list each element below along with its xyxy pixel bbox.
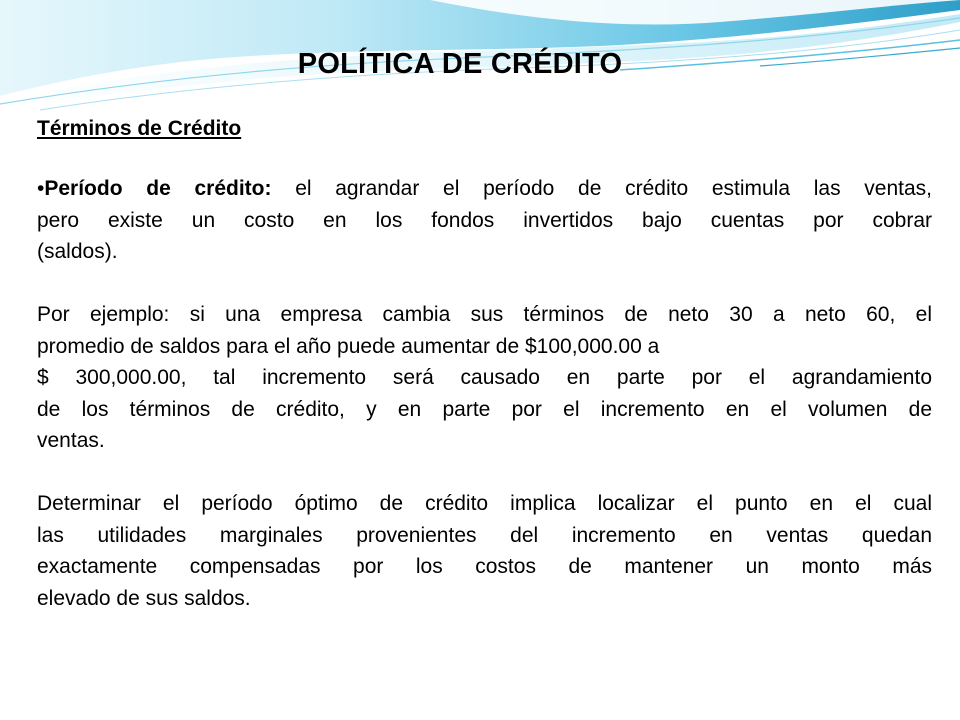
paragraph-line: (saldos). [37, 240, 118, 263]
paragraph-line: $ 300,000.00, tal incremento será causado en parte por el agrandamiento [37, 366, 932, 389]
paragraph-line [37, 173, 932, 205]
slide-title: POLÍTICA DE CRÉDITO [297, 48, 623, 80]
line-text: el agrandar el período de crédito estimula las ventas, [271, 177, 933, 200]
slide-body [37, 173, 932, 614]
paragraph-line: pero existe un costo en los fondos invertidos bajo cuentas por cobrar [37, 208, 932, 232]
paragraph-line: elevado de sus saldos. [37, 586, 251, 610]
paragraph-line: exactamente compensadas por los costos de mantener un monto más [37, 555, 932, 578]
bullet: • [37, 177, 45, 200]
paragraph-optimal-period [37, 488, 932, 614]
paragraph-line: Por ejemplo: si una empresa cambia sus términos de neto 30 a neto 60, el [37, 303, 932, 326]
paragraph-line: de los términos de crédito, y en parte por el incremento en el volumen de [37, 397, 932, 421]
paragraph-credit-period [37, 173, 932, 268]
paragraph-line: las utilidades marginales provenientes del incremento en ventas quedan [37, 523, 932, 547]
paragraph-line: Determinar el período óptimo de crédito implica localizar el punto en el cual [37, 492, 932, 515]
paragraph-line: promedio de saldos para el año puede aumentar de $100,000.00 a [37, 334, 660, 358]
paragraph-example [37, 299, 932, 457]
slide-subtitle: Términos de Crédito [37, 117, 242, 140]
paragraph-line: ventas. [37, 429, 105, 452]
term-label: Período de crédito: [44, 177, 272, 200]
